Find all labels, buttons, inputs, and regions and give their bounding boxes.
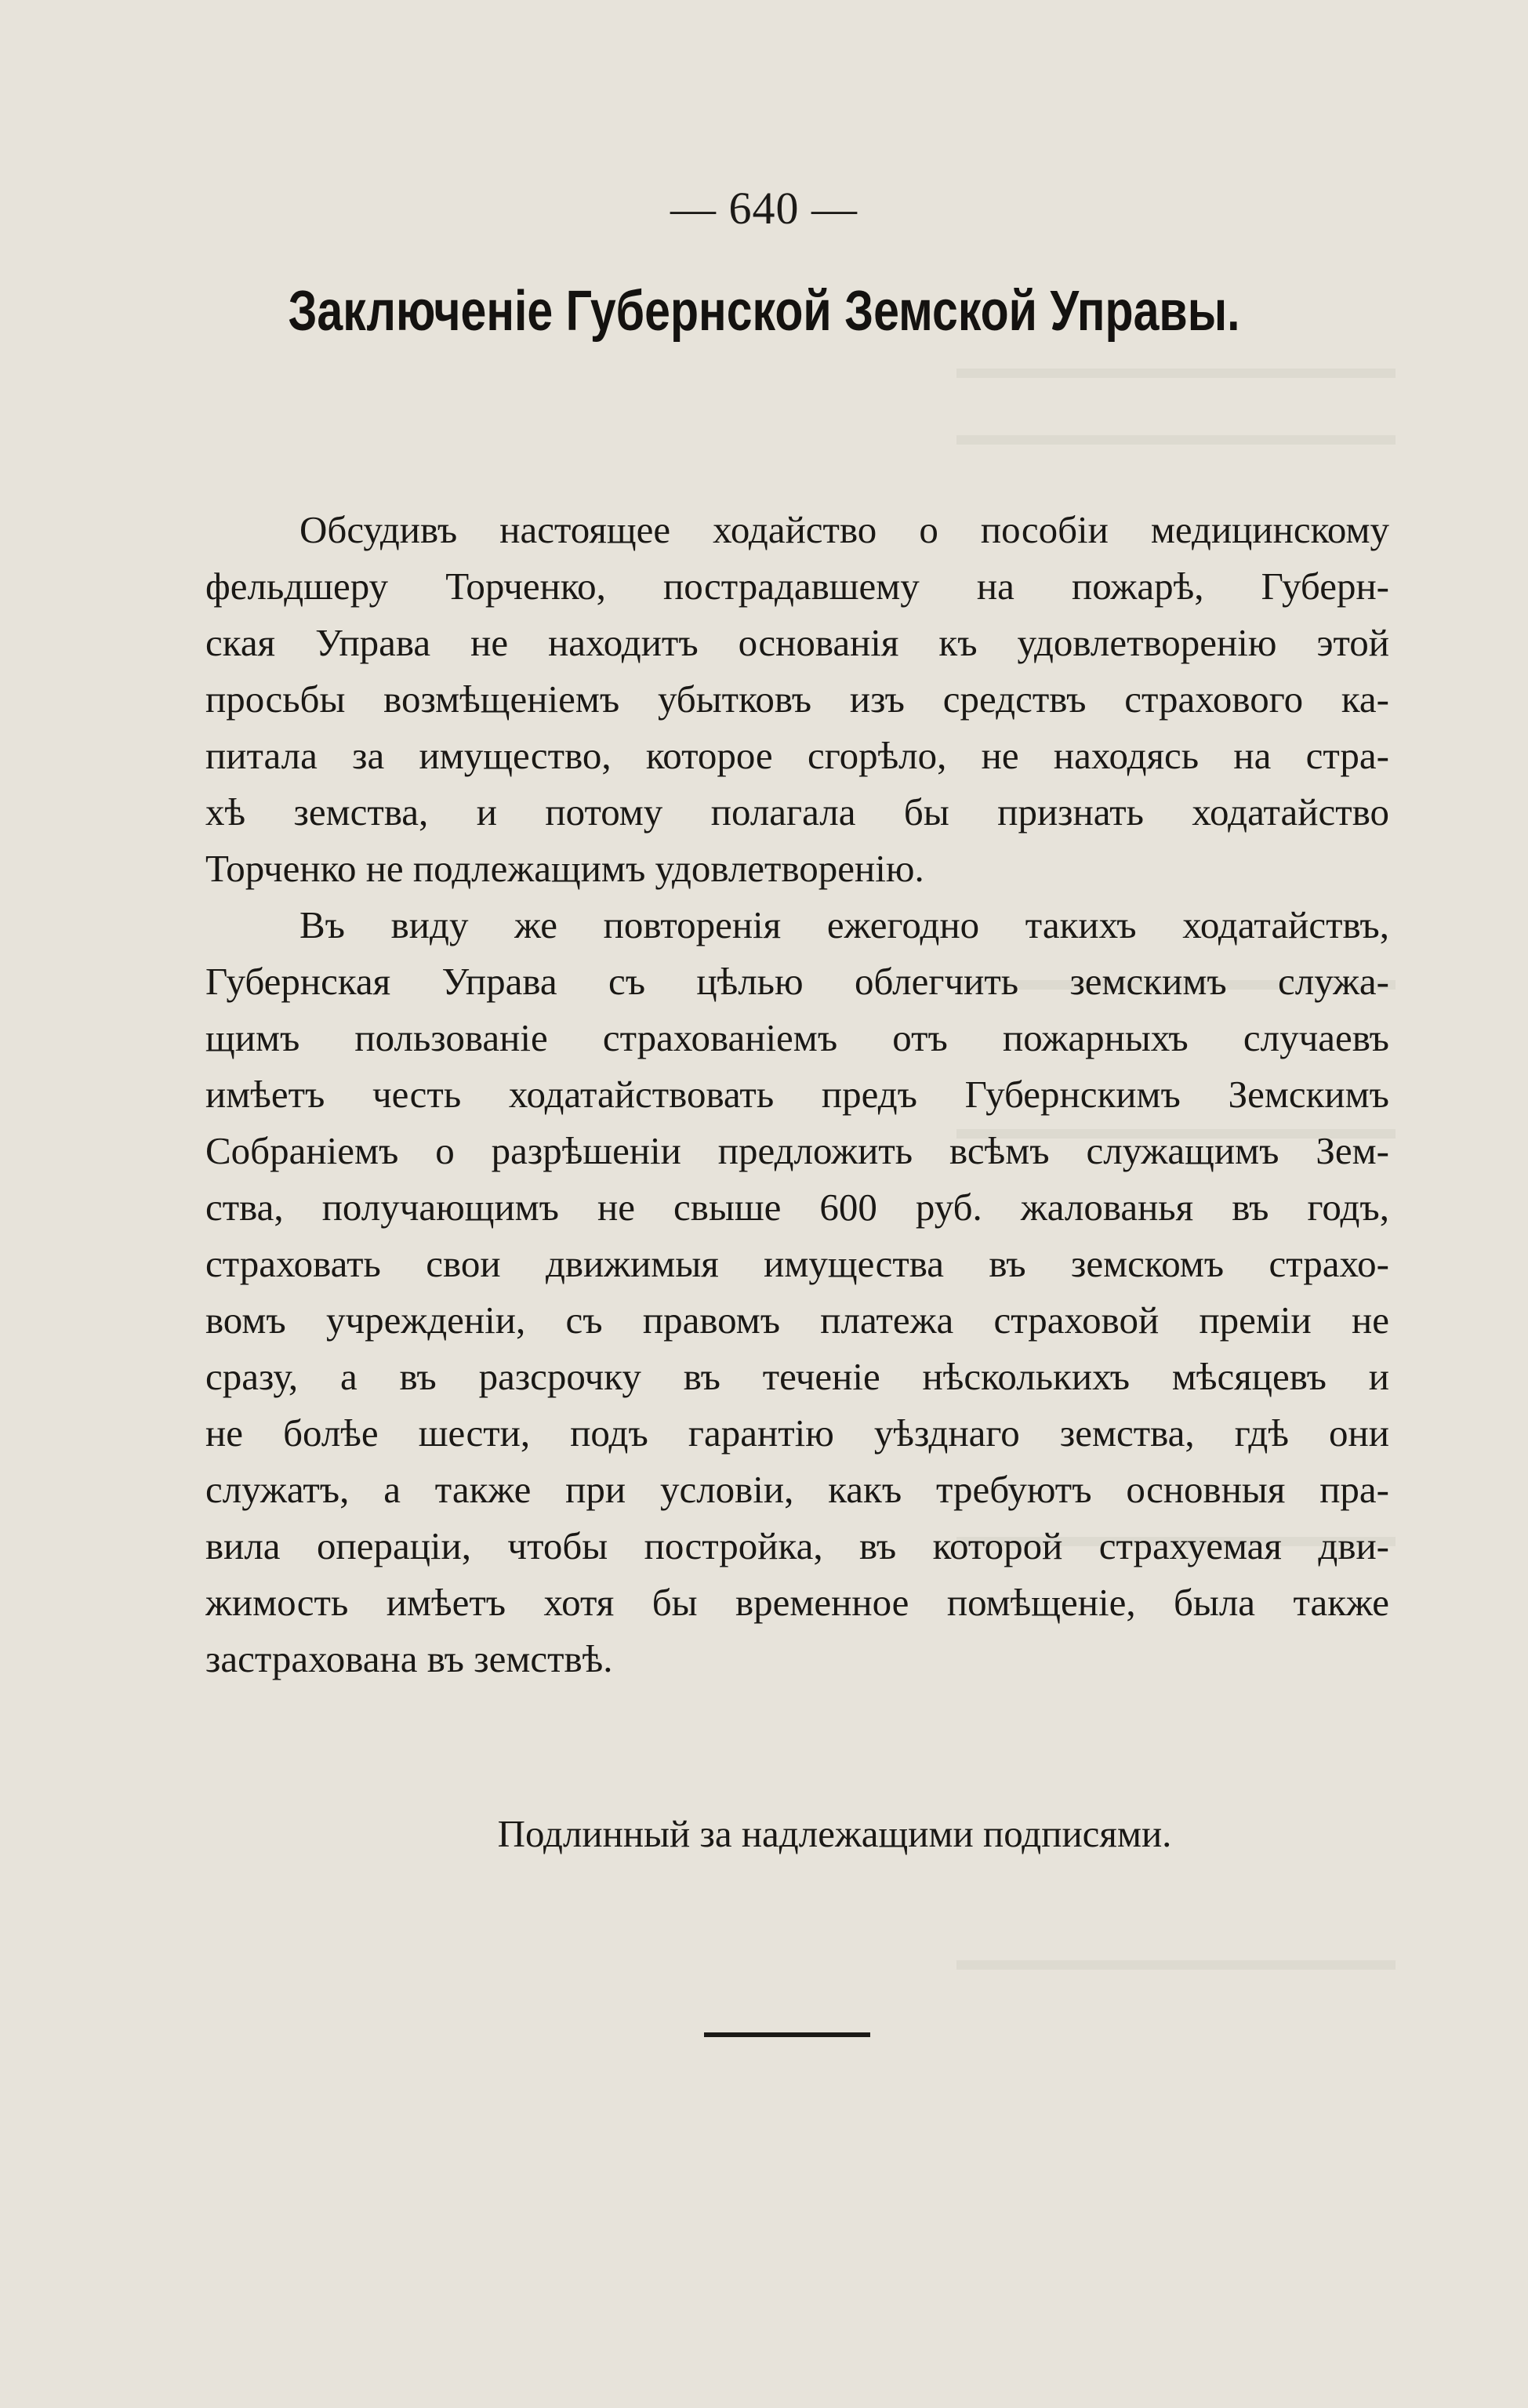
paragraph-1-line: просьбы возмѣщенiемъ убытковъ изъ средствъ страхового ка-	[205, 677, 1389, 721]
body-text	[205, 502, 1389, 1687]
bleed-through-mark	[956, 369, 1396, 378]
paragraph-2-line: имѣетъ честь ходатайствовать предъ Губернскимъ Земскимъ	[205, 1073, 1389, 1116]
paragraph-2-line: вомъ учрежденiи, съ правомъ платежа страховой премiи не	[205, 1298, 1389, 1342]
paragraph-2-line: страховать свои движимыя имущества въ земскомъ страхо-	[205, 1242, 1389, 1285]
paragraph-2-line: служатъ, а также при условiи, какъ требуютъ основныя пра-	[205, 1468, 1389, 1511]
bleed-through-mark	[956, 1960, 1396, 1970]
paragraph-2-line: Собранiемъ о разрѣшенiи предложить всѣмъ служащимъ Зем-	[205, 1129, 1389, 1172]
paragraph-2-line: застрахована въ земствѣ.	[205, 1637, 613, 1680]
page-number: — 640 —	[670, 183, 858, 234]
paragraph-1-line: Обсудивъ настоящее ходайство о пособiи медицинскому	[299, 508, 1389, 551]
paragraph-2-line: щимъ пользованiе страхованiемъ отъ пожарныхъ случаевъ	[205, 1016, 1389, 1059]
paragraph-2-line: Въ виду же повторенiя ежегодно такихъ ходатайствъ,	[299, 903, 1389, 946]
paragraph-2-line: сразу, а въ разсрочку въ теченiе нѣсколькихъ мѣсяцевъ и	[205, 1355, 1389, 1398]
signature-note: Подлинный за надлежащими подписями.	[497, 1812, 1172, 1855]
paragraph-2-line: ства, получающимъ не свыше 600 руб. жалованья въ годъ,	[205, 1186, 1389, 1229]
closing-rule	[704, 2032, 870, 2037]
paragraph-1-line: питала за имущество, которое сгорѣло, не находясь на стра-	[205, 734, 1389, 777]
bleed-through-mark	[956, 435, 1396, 445]
paragraph-2-line: жимость имѣетъ хотя бы временное помѣщенiе, была также	[205, 1581, 1389, 1624]
paragraph-1-line: фельдшеру Торченко, пострадавшему на пожарѣ, Губерн-	[205, 565, 1389, 608]
paragraph-1-line: хѣ земства, и потому полагала бы признать ходатайство	[205, 790, 1389, 834]
paragraph-2-line: вила операцiи, чтобы постройка, въ которой страхуемая дви-	[205, 1524, 1389, 1567]
paragraph-1-line: ская Управа не находитъ основанiя къ удовлетворенiю этой	[205, 621, 1389, 664]
page-title: Заключенiе Губернской Земской Управы.	[288, 280, 1240, 343]
paragraph-2-line: не болѣе шести, подъ гарантiю уѣзднаго земства, гдѣ они	[205, 1411, 1389, 1455]
paragraph-1-line: Торченко не подлежащимъ удовлетворенiю.	[205, 847, 924, 890]
paragraph-2-line: Губернская Управа съ цѣлью облегчить земскимъ служа-	[205, 960, 1389, 1003]
